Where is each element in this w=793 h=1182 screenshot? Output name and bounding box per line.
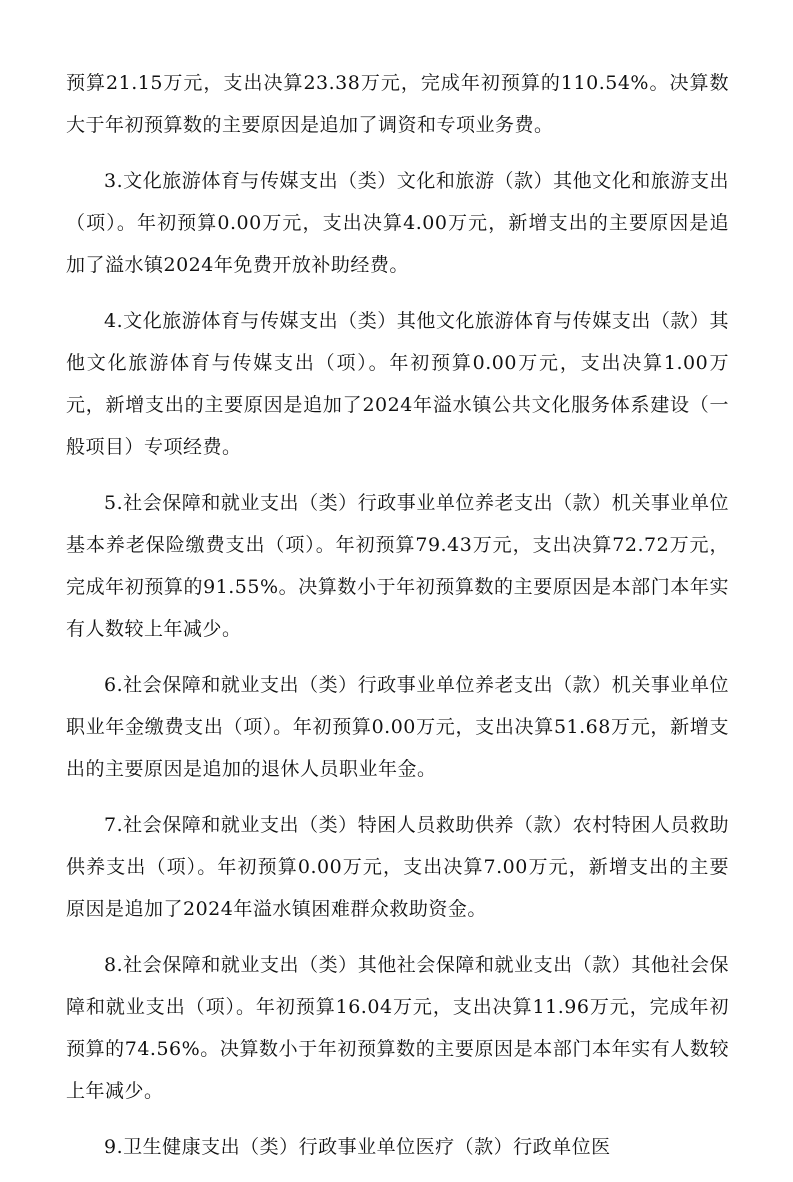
paragraph-item-8: 8.社会保障和就业支出（类）其他社会保障和就业支出（款）其他社会保障和就业支出（项）。年初预算16.04万元，支出决算11.96万元，完成年初预算的74.56%。决算数小于年初预算数的主要原因是本部门本年实有人数较上年减少。 [66,954,729,1102]
paragraph-item-5: 5.社会保障和就业支出（类）行政事业单位养老支出（款）机关事业单位基本养老保险缴费支出（项）。年初预算79.43万元，支出决算72.72万元，完成年初预算的91.55%。决算数小于年初预算数的主要原因是本部门本年实有人数较上年减少。 [66,492,729,640]
paragraph-item-3: 3.文化旅游体育与传媒支出（类）文化和旅游（款）其他文化和旅游支出（项）。年初预算0.00万元，支出决算4.00万元，新增支出的主要原因是追加了溢水镇2024年免费开放补助经费。 [66,170,729,276]
document-page [66,62,729,1182]
paragraph-continuation: 预算21.15万元，支出决算23.38万元，完成年初预算的110.54%。决算数大于年初预算数的主要原因是追加了调资和专项业务费。 [66,72,729,136]
paragraph-item-6: 6.社会保障和就业支出（类）行政事业单位养老支出（款）机关事业单位职业年金缴费支出（项）。年初预算0.00万元，支出决算51.68万元，新增支出的主要原因是追加的退休人员职业年金。 [66,674,729,780]
paragraph-item-7: 7.社会保障和就业支出（类）特困人员救助供养（款）农村特困人员救助供养支出（项）。年初预算0.00万元，支出决算7.00万元，新增支出的主要原因是追加了2024年溢水镇困难群众救助资金。 [66,814,729,920]
paragraph-item-4: 4.文化旅游体育与传媒支出（类）其他文化旅游体育与传媒支出（款）其他文化旅游体育与传媒支出（项）。年初预算0.00万元，支出决算1.00万元，新增支出的主要原因是追加了2024年溢水镇公共文化服务体系建设（一般项目）专项经费。 [66,310,729,458]
paragraph-item-9: 9.卫生健康支出（类）行政事业单位医疗（款）行政单位医 [104,1136,611,1158]
